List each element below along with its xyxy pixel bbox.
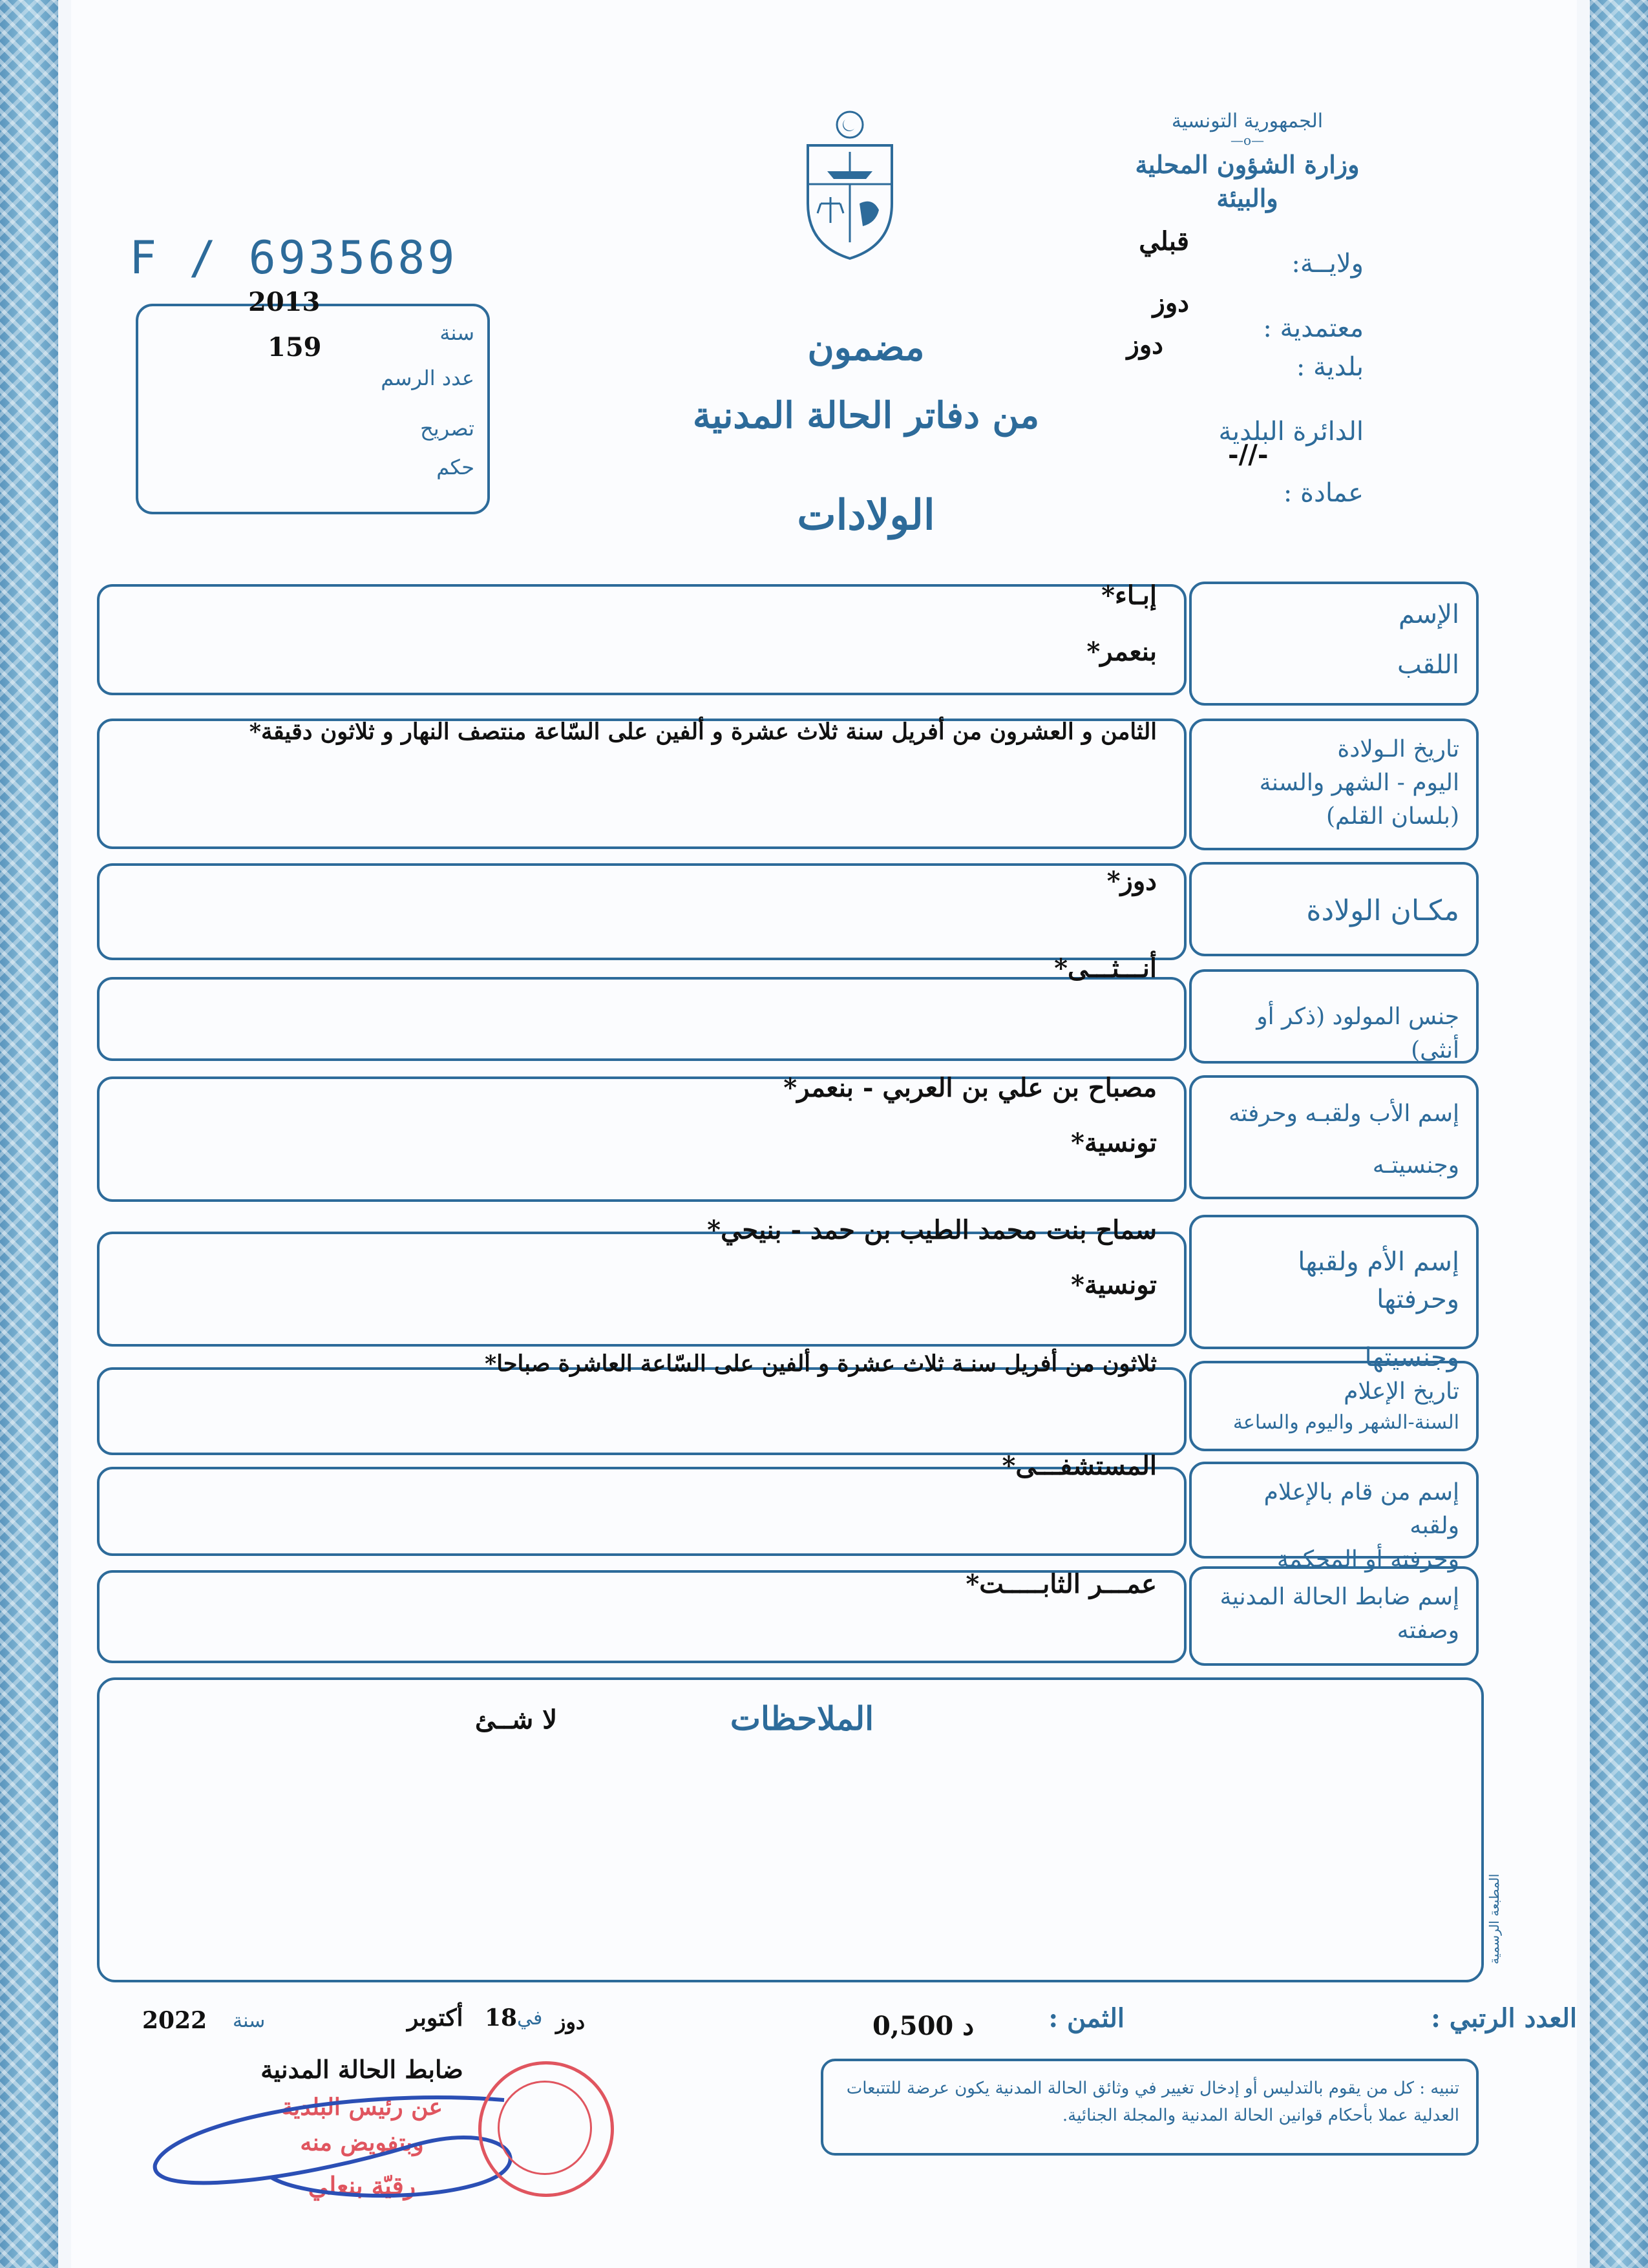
row-label-declaration-date [1189,1361,1479,1451]
row-label-officer [1189,1566,1479,1666]
row-label-birth-place [1189,862,1479,956]
officer-title: ضابط الحالة المدنية [260,2055,463,2084]
label-sex: جنس المولود (ذكر أو أنثى) [1256,1003,1459,1064]
row-label-mother [1189,1215,1479,1372]
label-surname: اللقب [1397,650,1459,680]
label-father: إسم الأب ولقبـه وحرفته [1228,1100,1459,1127]
title-extract: مضمون [807,326,925,369]
label-officer: إسم ضابط الحالة المدنية [1220,1584,1459,1610]
serial-number: F / 6935689 [129,231,458,284]
sex-value: أنـــثـــى* [1054,953,1157,983]
price-label: الثمن : [1048,2003,1125,2033]
declaration-label: تصريح [420,416,474,441]
officer-name: رقيّة بنعلي [308,2171,416,2200]
divider: —o— [1230,132,1265,148]
tunisia-coat-of-arms-icon [801,107,898,262]
surname-value: بنعمر* [1086,636,1157,667]
label-officer-title: وصفته [1397,1617,1459,1644]
notes-box [97,1677,1484,1982]
row-label-birth-date [1189,719,1479,850]
notes-value: لا شــئ [474,1705,557,1735]
registration-number-value: 159 [268,332,322,362]
first-name-value: إبـاء* [1101,580,1157,611]
printer-mark: المطبعة الرسمية [1486,1873,1502,1964]
label-birth-date: تاريخ الـولادة [1337,736,1459,762]
declaration-date-value: ثلاثون من أفريل سنـة ثلاث عشرة و ألفين على السّاعة العاشرة صباحا* [484,1350,1157,1377]
registration-year-label: سنة [439,320,474,345]
row-label-sex [1189,969,1479,1064]
serial-number-label: العدد الرتبي : [1431,2003,1577,2033]
date-place: دوز [556,2010,586,2034]
daira-label: الدائرة البلدية [1218,417,1364,446]
date-day: 18 [485,2004,518,2032]
registration-number-label: عدد الرسم [381,366,474,390]
label-father-nationality: وجنسيتـه [1372,1152,1459,1179]
label-birth-place: مكـان الولادة [1306,894,1459,927]
date-year-label: سنة [233,2010,266,2032]
label-declarant: إسم من قام بالإعلام ولقبه [1263,1479,1459,1540]
mother-value: سماح بنت محمد الطيب بن حمد - بنيحي* [707,1215,1157,1245]
date-month: أكتوبر [407,2004,463,2032]
official-stamp-inner [498,2081,592,2175]
father-value: مصباح بن علي بن العربي - بنعمر* [783,1073,1157,1103]
row-value-declaration-date [97,1367,1187,1455]
father-nationality-value: تونسية* [1070,1128,1157,1158]
label-declaration-date: تاريخ الإعلام [1344,1378,1459,1405]
birth-date-value: الثامن و العشرون من أفريل سنة ثلاث عشرة و ألفين على السّاعة منتصف النهار و ثلاثون دقيقة* [249,719,1157,745]
officer-value: عمـــر الثابـــــت* [966,1569,1157,1599]
daira-value: -//- [1228,439,1269,470]
decorative-border-left [0,0,58,2268]
wilaya-value: قبلي [1139,226,1189,257]
baladiya-value: دوز [1126,330,1163,360]
date-year-value: 2022 [142,2007,207,2034]
title-registers: من دفاتر الحالة المدنية [692,394,1040,437]
label-birth-date-format: اليوم - الشهر والسنة [1259,770,1459,797]
row-label-name [1189,582,1479,706]
declarant-value: المستشفـــى* [1002,1451,1157,1481]
ministry-label: وزارة الشؤون المحلية والبيئة [1135,150,1360,213]
date-in-word: في [517,2007,543,2030]
issuer-block [1112,110,1383,215]
judgment-label: حكم [436,455,474,479]
label-first-name: الإسم [1398,600,1459,629]
row-value-birth-place [97,863,1187,960]
label-declarant-occupation: وحرفته أو المحكمة [1276,1546,1459,1573]
row-value-sex [97,977,1187,1061]
mother-nationality-value: تونسية* [1070,1270,1157,1300]
title-births: الولادات [797,491,935,540]
wilaya-label: ولايــة: [1291,249,1364,278]
omada-label: عمادة : [1283,478,1364,508]
label-declaration-date-format: السنة-الشهر واليوم والساعة [1232,1411,1459,1434]
mutamadiya-value: دوز [1152,288,1189,318]
birth-certificate-page [71,0,1577,2268]
registration-box [136,287,490,514]
row-label-declarant [1189,1462,1479,1573]
officer-delegation-line1: عن رئيس البلدية [280,2094,443,2121]
officer-delegation-line2: وبتفويض منه [300,2129,424,2156]
row-value-mother [97,1232,1187,1347]
registration-year-value: 2013 [248,287,321,317]
label-mother: إسم الأم ولقبها وحرفتها [1298,1247,1459,1314]
decorative-border-right [1590,0,1648,2268]
row-value-name [97,584,1187,695]
legal-warning-box: تنبيه : كل من يقوم بالتدليس أو إدخال تغيير في وثائق الحالة المدنية يكون عرضة للتتبعات العدلية عملا بأحكام قوانين الحالة المدنية والمجلة الجنائية. [821,2059,1479,2156]
birth-place-value: دوز* [1106,866,1157,896]
price-value: 0,500 د [872,2011,974,2041]
row-label-father [1189,1075,1479,1199]
label-mother-nationality: وجنسيتها [1364,1343,1459,1372]
label-in-words: (بلسان القلم) [1326,803,1459,830]
republic-label: الجمهورية التونسية [1171,110,1324,132]
mutamadiya-label: معتمدية : [1263,313,1364,343]
notes-label: الملاحظات [730,1699,874,1738]
baladiya-label: بلدية : [1296,352,1364,382]
